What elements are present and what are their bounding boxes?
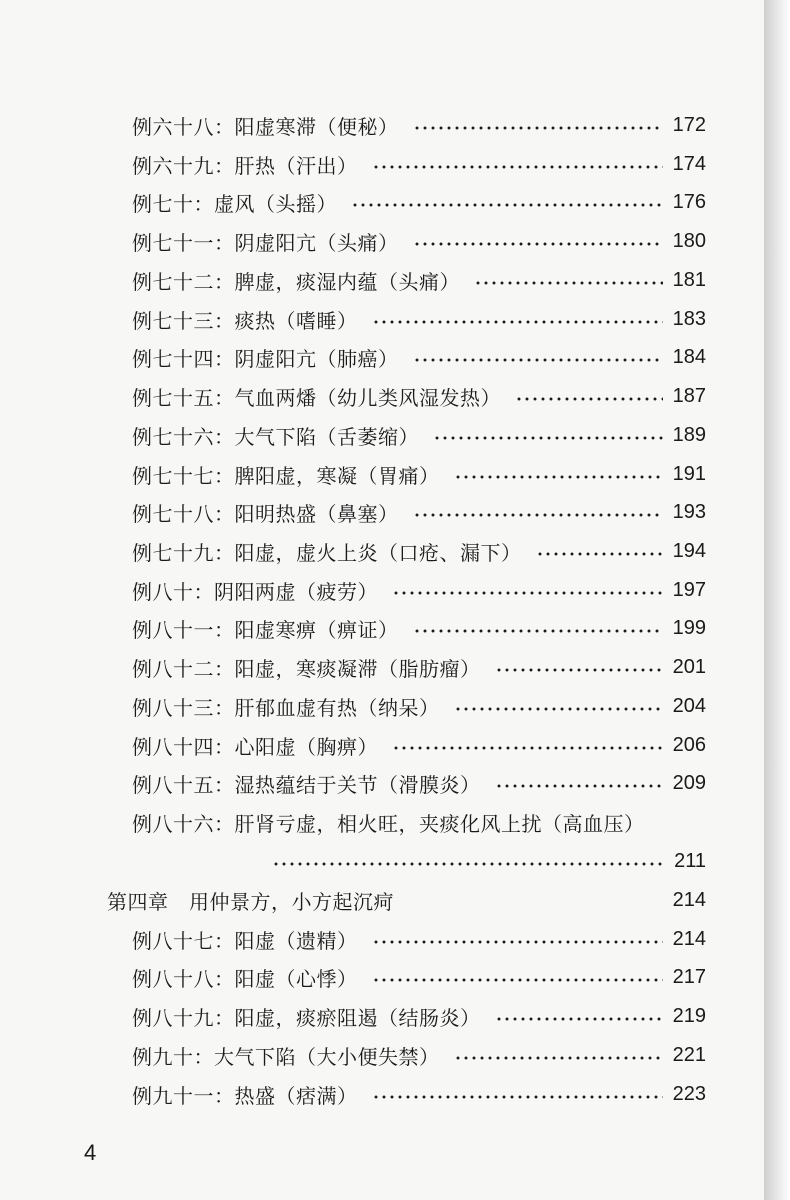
- toc-entry-title: 例七十三：痰热（嗜睡）: [132, 308, 358, 333]
- dot-leader: [351, 203, 663, 207]
- toc-entry-page: 187: [672, 384, 706, 407]
- toc-entry-title: 例七十七：脾阳虚，寒凝（胃痛）: [132, 463, 440, 488]
- dot-leader: [372, 320, 663, 324]
- toc-chapter-heading[interactable]: [107, 883, 706, 917]
- toc-entry[interactable]: [132, 534, 706, 568]
- dot-leader: [536, 552, 663, 556]
- toc-entry-page: 181: [672, 268, 706, 291]
- toc-entry[interactable]: [132, 999, 706, 1033]
- toc-entry-page: 219: [672, 1004, 706, 1027]
- toc-entry[interactable]: [132, 650, 706, 684]
- toc-entry[interactable]: [132, 1038, 706, 1072]
- toc-entry-title: 例八十：阴阳两虚（疲劳）: [132, 579, 378, 604]
- toc-entry-title: 例八十九：阳虚，痰瘀阻遏（结肠炎）: [132, 1005, 481, 1030]
- toc-entry-page: 174: [672, 152, 706, 175]
- toc-entry[interactable]: [132, 611, 706, 645]
- toc-entry-title: 例八十五：湿热蕴结于关节（滑膜炎）: [132, 772, 481, 797]
- toc-entry-title: 例九十一：热盛（痞满）: [132, 1083, 358, 1108]
- toc-entry-page: 211: [674, 849, 706, 872]
- toc-entry[interactable]: [132, 960, 706, 994]
- toc-entry-title: 例七十四：阴虚阳亢（肺癌）: [132, 346, 399, 371]
- toc-entry-title: 例八十八：阳虚（心悸）: [132, 966, 358, 991]
- toc-entry-title: 例七十五：气血两燔（幼儿类风湿发热）: [132, 385, 501, 410]
- toc-entry-title: 例八十三：肝郁血虚有热（纳呆）: [132, 695, 440, 720]
- toc-entry-page: 180: [672, 229, 706, 252]
- dot-leader: [515, 397, 663, 401]
- toc-entry-page: 189: [672, 423, 706, 446]
- toc-entry-page: 204: [672, 694, 706, 717]
- dot-leader: [433, 436, 663, 440]
- toc-entry-title: 例八十二：阳虚，寒痰凝滞（脂肪瘤）: [132, 656, 481, 681]
- chapter-spacer: [408, 901, 663, 905]
- dot-leader: [372, 940, 663, 944]
- chapter-title: 第四章 用仲景方，小方起沉疴: [107, 889, 394, 914]
- toc-entry[interactable]: [132, 302, 706, 336]
- toc-entry[interactable]: [132, 573, 706, 607]
- toc-entry-page: 176: [672, 190, 706, 213]
- toc-entry[interactable]: [132, 1077, 706, 1111]
- toc-entry[interactable]: [132, 922, 706, 956]
- dot-leader: [413, 513, 663, 517]
- chapter-page: 214: [672, 888, 706, 911]
- toc-entry-continuation[interactable]: [132, 844, 706, 878]
- toc-entry-title: 例八十七：阳虚（遗精）: [132, 928, 358, 953]
- toc-entry-title: 例七十一：阴虚阳亢（头痛）: [132, 230, 399, 255]
- toc-entry-title: 例七十：虚风（头摇）: [132, 191, 337, 216]
- toc-entry[interactable]: [132, 766, 706, 800]
- toc-entry-title: 例六十九：肝热（汗出）: [132, 153, 358, 178]
- toc-entry[interactable]: [132, 224, 706, 258]
- toc-entry-page: 214: [672, 927, 706, 950]
- dot-leader: [372, 978, 663, 982]
- dot-leader: [372, 1095, 663, 1099]
- toc-entry-title: 例八十一：阳虚寒痹（痹证）: [132, 617, 399, 642]
- toc-entry[interactable]: [132, 147, 706, 181]
- toc-entry-page: 191: [672, 462, 706, 485]
- dot-leader: [454, 707, 663, 711]
- toc-entry[interactable]: [132, 728, 706, 762]
- toc-entry-page: 223: [672, 1082, 706, 1105]
- dot-leader: [495, 1017, 663, 1021]
- toc-entry-title: 例七十九：阳虚，虚火上炎（口疮、漏下）: [132, 540, 522, 565]
- dot-leader: [495, 784, 663, 788]
- toc-entry[interactable]: [132, 185, 706, 219]
- toc-entry-page: 183: [672, 307, 706, 330]
- dot-leader: [392, 591, 663, 595]
- dot-leader: [413, 242, 663, 246]
- toc-entry-page: 209: [672, 771, 706, 794]
- toc-entry-title: 例八十六：肝肾亏虚，相火旺，夹痰化风上扰（高血压）: [132, 811, 645, 836]
- dot-leader: [272, 862, 664, 866]
- toc-entry-page: 221: [672, 1043, 706, 1066]
- toc-entry-page: 199: [672, 616, 706, 639]
- toc-entry-title: 例九十：大气下陷（大小便失禁）: [132, 1044, 440, 1069]
- toc-entry[interactable]: [132, 689, 706, 723]
- toc-entry[interactable]: [132, 379, 706, 413]
- dot-leader: [392, 746, 663, 750]
- dot-leader: [372, 165, 663, 169]
- toc-entry-page: 184: [672, 345, 706, 368]
- toc-entry-page: 217: [672, 965, 706, 988]
- dot-leader: [413, 629, 663, 633]
- toc-entry-page: 172: [672, 113, 706, 136]
- toc-entry-title: 例六十八：阳虚寒滞（便秘）: [132, 114, 399, 139]
- toc-entry-long[interactable]: [132, 805, 706, 839]
- toc-entry-page: 197: [672, 578, 706, 601]
- toc-entry[interactable]: [132, 108, 706, 142]
- dot-leader: [495, 668, 663, 672]
- toc-entry-title: 例七十二：脾虚，痰湿内蕴（头痛）: [132, 269, 460, 294]
- dot-leader: [474, 281, 663, 285]
- dot-leader: [413, 126, 663, 130]
- dot-leader: [454, 475, 663, 479]
- toc-entry[interactable]: [132, 340, 706, 374]
- toc-entry[interactable]: [132, 495, 706, 529]
- toc-entry[interactable]: [132, 263, 706, 297]
- page-number: 4: [84, 1140, 97, 1165]
- toc-entry-page: 206: [672, 733, 706, 756]
- toc-entry-page: 194: [672, 539, 706, 562]
- toc-entry-title: 例八十四：心阳虚（胸痹）: [132, 734, 378, 759]
- toc-entry-title: 例七十八：阳明热盛（鼻塞）: [132, 501, 399, 526]
- toc-entry[interactable]: [132, 457, 706, 491]
- dot-leader: [413, 358, 663, 362]
- toc-entry-title: 例七十六：大气下陷（舌萎缩）: [132, 424, 419, 449]
- page-edge-shadow: [764, 0, 790, 1200]
- toc-entry-page: 193: [672, 500, 706, 523]
- toc-entry[interactable]: [132, 418, 706, 452]
- dot-leader: [454, 1056, 663, 1060]
- toc-entry-page: 201: [672, 655, 706, 678]
